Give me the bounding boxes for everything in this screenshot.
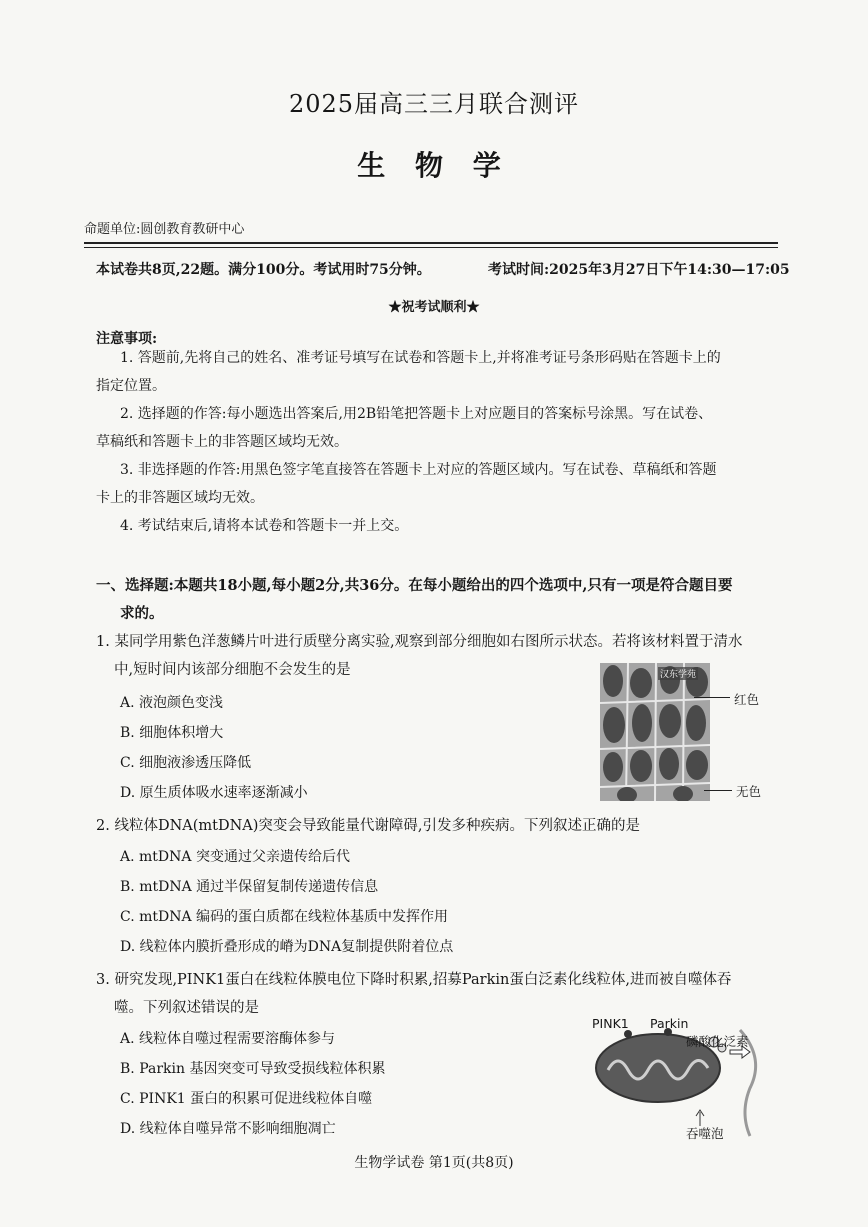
label-phospho-ubiquitin: 磷酸化泛素: [686, 1034, 749, 1049]
label-phagophore: 吞噬泡: [686, 1126, 724, 1141]
question-stem: 3. 研究发现,PINK1蛋白在线粒体膜电位下降时积累,招募Parkin蛋白泛素化线粒体,进而被自噬体吞: [96, 972, 732, 988]
section-line: 求的。: [120, 605, 164, 622]
exam-time: 考试时间:2025年3月27日下午14:30—17:05: [488, 262, 790, 278]
q2-option-b: B. mtDNA 通过半保留复制传递遗传信息: [120, 879, 379, 895]
label-parkin: Parkin: [650, 1016, 689, 1031]
question-3: [96, 966, 786, 1022]
q1-option-d: D. 原生质体吸水速率逐渐减小: [120, 785, 308, 801]
section-line: 一、选择题:本题共18小题,每小题2分,共36分。在每小题给出的四个选项中,只有一项是符合题目要: [96, 577, 733, 594]
q1-option-c: C. 细胞液渗透压降低: [120, 755, 252, 771]
question-stem: 噬。下列叙述错误的是: [114, 1000, 259, 1016]
label-red: 红色: [734, 692, 760, 707]
header-rule: [84, 247, 778, 248]
note-2: 2. 选择题的作答:每小题选出答案后,用2B铅笔把答题卡上对应题目的答案标号涂黑。写在试卷、: [120, 406, 713, 422]
q2-option-c: C. mtDNA 编码的蛋白质都在线粒体基质中发挥作用: [120, 909, 449, 925]
exam-title: 2025届高三三月联合测评: [288, 90, 580, 118]
micrograph-watermark: 汉东学苑: [658, 667, 698, 680]
q3-option-c: C. PINK1 蛋白的积累可促进线粒体自噬: [120, 1091, 373, 1107]
note-line: 1. 答题前,先将自己的姓名、准考证号填写在试卷和答题卡上,并将准考证号条形码贴在答题卡上的: [120, 350, 721, 366]
page-footer: 生物学试卷 第1页(共8页): [354, 1155, 514, 1171]
q3-option-b: B. Parkin 基因突变可导致受损线粒体积累: [120, 1061, 386, 1077]
label-pink1: PINK1: [592, 1016, 629, 1031]
q1-option-b: B. 细胞体积增大: [120, 725, 224, 741]
note-3: 3. 非选择题的作答:用黑色签字笔直接答在答题卡上对应的答题区域内。写在试卷、草稿纸和答题: [120, 462, 717, 478]
question-stem: 中,短时间内该部分细胞不会发生的是: [114, 662, 351, 678]
header-rule: [84, 242, 778, 244]
q1-option-a: A. 液泡颜色变浅: [120, 695, 224, 711]
q2-option-d: D. 线粒体内膜折叠形成的嵴为DNA复制提供附着位点: [120, 939, 454, 955]
note-1: [120, 344, 780, 372]
question-2: 2. 线粒体DNA(mtDNA)突变会导致能量代谢障碍,引发多种疾病。下列叙述正确的是: [96, 818, 641, 834]
good-luck-note: ★祝考试顺利★: [388, 300, 480, 315]
question-stem: 1. 某同学用紫色洋葱鳞片叶进行质壁分离实验,观察到部分细胞如右图所示状态。若将该材料置于清水: [96, 634, 743, 650]
q3-option-a: A. 线粒体自噬过程需要溶酶体参与: [120, 1031, 336, 1047]
exam-info: 本试卷共8页,22题。满分100分。考试用时75分钟。: [96, 262, 431, 278]
onion-cell-micrograph: [600, 663, 710, 801]
q3-option-d: D. 线粒体自噬异常不影响细胞凋亡: [120, 1121, 336, 1137]
mitophagy-diagram: [590, 1016, 790, 1141]
author-unit: 命题单位:圆创教育教研中心: [84, 222, 245, 237]
label-colorless: 无色: [736, 784, 762, 799]
note-3-cont: 卡上的非答题区域均无效。: [96, 490, 264, 506]
note-2-cont: 草稿纸和答题卡上的非答题区域均无效。: [96, 434, 348, 450]
notes-title: 注意事项:: [96, 331, 158, 347]
subject-title: 生 物 学: [357, 149, 511, 182]
q2-option-a: A. mtDNA 突变通过父亲遗传给后代: [120, 849, 350, 865]
note-1-cont: 指定位置。: [96, 378, 166, 394]
label-line-none: [704, 790, 732, 791]
note-4: 4. 考试结束后,请将本试卷和答题卡一并上交。: [120, 518, 409, 534]
cells-svg: [600, 663, 710, 801]
label-line-red: [694, 697, 730, 698]
section-heading: [96, 572, 786, 628]
